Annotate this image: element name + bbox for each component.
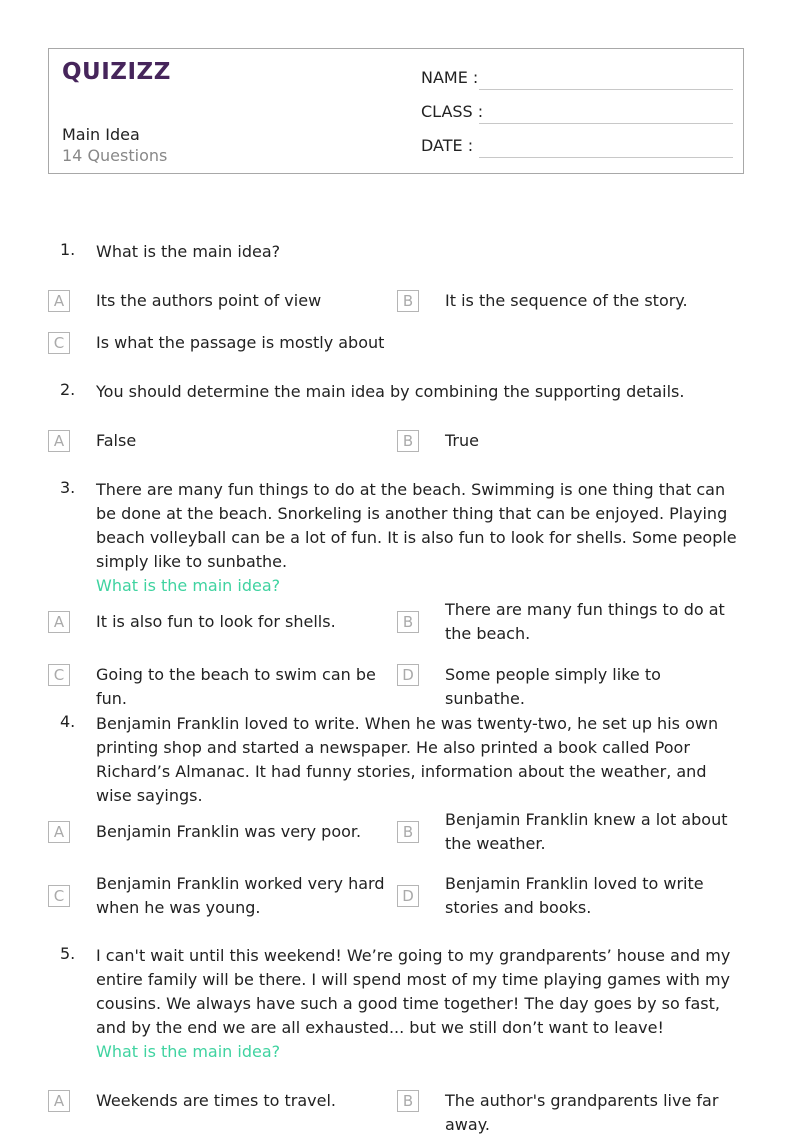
option-letter-box: C — [48, 664, 70, 686]
option-letter-box: D — [397, 885, 419, 907]
option-letter-box: B — [397, 430, 419, 452]
option-text: Weekends are times to travel. — [96, 1091, 337, 1110]
date-line — [479, 157, 733, 158]
question-number: 3. — [60, 478, 76, 497]
option-text: Going to the beach to swim can be fun. — [96, 665, 376, 708]
name-line — [479, 89, 733, 90]
question-number: 2. — [60, 380, 76, 399]
worksheet-header — [48, 48, 744, 174]
question-prompt: What is the main idea? — [96, 576, 281, 595]
option-letter-box: B — [397, 290, 419, 312]
question-number: 1. — [60, 240, 76, 259]
question-text: What is the main idea? — [96, 242, 281, 261]
option-text: It is also fun to look for shells. — [96, 612, 336, 631]
option-letter-box: A — [48, 1090, 70, 1112]
question-prompt: What is the main idea? — [96, 1042, 281, 1061]
question-count: 14 Questions — [62, 146, 168, 165]
date-label: DATE : — [421, 136, 474, 155]
option-text: There are many fun things to do at the beach. — [445, 600, 725, 643]
option-text: True — [445, 431, 479, 450]
option-letter-box: B — [397, 611, 419, 633]
option-letter-box: B — [397, 1090, 419, 1112]
option-letter-box: C — [48, 332, 70, 354]
question-number: 5. — [60, 944, 76, 963]
passage-text: I can't wait until this weekend! We’re going to my grandparents’ house and my entire family will be there. I will spend most of my time playing games with my cousins. We always have such a good time together! The day goes by so fast, and by the end we are all exhausted... but we still don’t want to leave! — [96, 946, 731, 1037]
question-passage — [96, 944, 746, 1064]
question-text: Benjamin Franklin loved to write. When he was twenty-two, he set up his own printing shop and started a newspaper. He also printed a book called Poor Richard’s Almanac. It had funny stories, information about the weather, and wise sayings. — [96, 714, 719, 805]
option-text: It is the sequence of the story. — [445, 291, 688, 310]
option-letter-box: B — [397, 821, 419, 843]
passage-text: There are many fun things to do at the beach. Swimming is one thing that can be done at the beach. Snorkeling is another thing that can be enjoyed. Playing beach volleyball can be a lot of fun. It is also fun to look for shells. Some people simply like to sunbathe. — [96, 480, 737, 571]
option-letter-box: A — [48, 430, 70, 452]
question-text: You should determine the main idea by combining the supporting details. — [96, 382, 685, 401]
option-text: Benjamin Franklin was very poor. — [96, 822, 362, 841]
option-text: Some people simply like to sunbathe. — [445, 665, 661, 708]
option-letter-box: A — [48, 290, 70, 312]
option-letter-box: D — [397, 664, 419, 686]
class-line — [479, 123, 733, 124]
option-text: Benjamin Franklin loved to write stories and books. — [445, 874, 704, 917]
option-letter-box: A — [48, 611, 70, 633]
quizizz-logo: QUIZIZZ — [62, 59, 171, 85]
class-label: CLASS : — [421, 102, 484, 121]
option-text: Its the authors point of view — [96, 291, 322, 310]
question-number: 4. — [60, 712, 76, 731]
question-passage — [96, 478, 746, 598]
option-letter-box: A — [48, 821, 70, 843]
option-letter-box: C — [48, 885, 70, 907]
worksheet-title: Main Idea — [62, 125, 140, 144]
option-text: The author's grandparents live far away. — [445, 1091, 719, 1134]
option-text: False — [96, 431, 137, 450]
option-text: Is what the passage is mostly about — [96, 333, 385, 352]
option-text: Benjamin Franklin knew a lot about the weather. — [445, 810, 728, 853]
name-label: NAME : — [421, 68, 479, 87]
option-text: Benjamin Franklin worked very hard when he was young. — [96, 874, 385, 917]
